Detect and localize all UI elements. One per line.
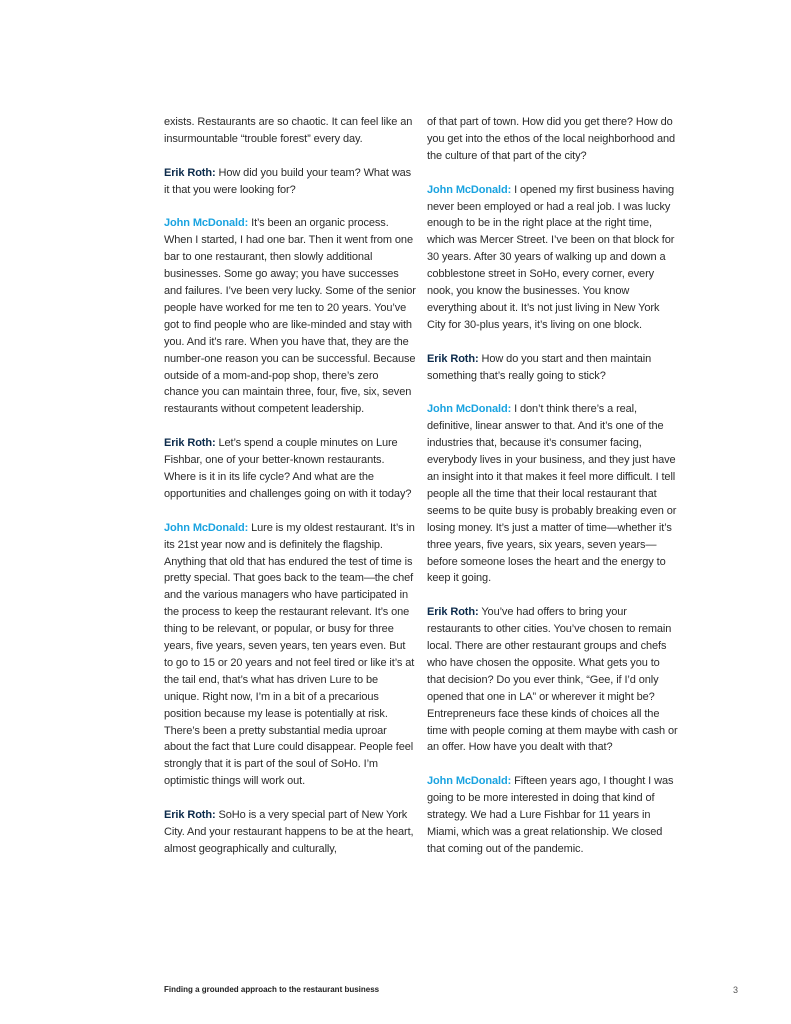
paragraph: Erik Roth: How do you start and then maintain something that’s really going to stick?: [427, 352, 652, 382]
left-column: [164, 114, 416, 875]
paragraph: John McDonald: Lure is my oldest restaurant. It’s in its 21st year now and is definitely the flagship. Anything that old that has endured the test of time is pretty special. That goes back to the team—the chef and the various managers who have participated in the process to keep the restaurant relevant. It’s one thing to be relevant, or popular, or busy for three years, five years, seven years, ten years even. But to go to 15 or 20 years and not feel tired or like it’s at the tail end, that’s what has driven Lure to be unique. Right now, I’m in a bit of a precarious position because my lease is potentially at risk. There’s been a pretty substantial media uproar about the fact that Lure could disappear. People feel strongly that it is part of the soul of SoHo. I’m optimistic things will work out.: [164, 521, 415, 788]
paragraph: Erik Roth: How did you build your team? What was it that you were looking for?: [164, 166, 412, 196]
paragraph: of that part of town. How did you get there? How do you get into the ethos of the local neighborhood and the culture of that part of the city?: [427, 116, 675, 162]
speaker-label: Erik Roth:: [427, 606, 479, 619]
speaker-label: John McDonald:: [427, 183, 512, 196]
paragraph: John McDonald: It’s been an organic process. When I started, I had one bar. Then it went from one bar to one restaurant, then slowly additional businesses. Some go away; you have successes and failures. I’ve been very lucky. Some of the senior people have worked for me ten to 20 years. You’ve got to find people who are like-minded and stay with you. And it’s rare. When you have that, they are the number-one reason you can be successful. Because outside of a mom-and-pop shop, there’s zero chance you can maintain three, four, five, six, seven restaurants without competent leadership.: [164, 217, 416, 416]
speaker-label: Erik Roth:: [164, 437, 216, 450]
paragraph: Erik Roth: SoHo is a very special part of New York City. And your restaurant happens to be at the heart, almost geographically and culturally,: [164, 809, 414, 855]
right-column: [427, 114, 679, 875]
paragraph: John McDonald: I don’t think there’s a real, definitive, linear answer to that. And it’s one of the industries that, because it’s consumer facing, everybody lives in your business, and they just have an insight into it that makes it feel more difficult. I tell people all the time that their local restaurant that seems to be quite busy is probably breaking even or losing money. It’s just a matter of time—whether it’s three years, five years, six years, seven years—before someone loses the heart and the energy to keep it going.: [427, 403, 677, 585]
speaker-label: John McDonald:: [164, 217, 249, 230]
speaker-label: John McDonald:: [427, 775, 512, 788]
page-number: 3: [733, 985, 739, 995]
speaker-label: John McDonald:: [164, 521, 249, 534]
speaker-label: Erik Roth:: [427, 352, 479, 365]
speaker-label: Erik Roth:: [164, 809, 216, 822]
paragraph: exists. Restaurants are so chaotic. It can feel like an insurmountable “trouble forest” every day.: [164, 116, 413, 145]
paragraph: Erik Roth: You’ve had offers to bring your restaurants to other cities. You’ve chosen to remain local. There are other restaurant groups and chefs who have chosen the opposite. What gets you to that decision? Do you ever think, “Gee, if I’d only opened that one in LA” or wherever it might be? Entrepreneurs face these kinds of choices all the time with people coming at them maybe with cash or an offer. How have you dealt with that?: [427, 606, 678, 754]
speaker-label: John McDonald:: [427, 403, 512, 416]
speaker-label: Erik Roth:: [164, 166, 216, 179]
paragraph: John McDonald: I opened my first business having never been employed or had a real job. I was lucky enough to be in the right place at the right time, which was Mercer Street. I’ve been on that block for 30 years. After 30 years of walking up and down a cobblestone street in SoHo, every corner, every nook, you know the businesses. You know everything about it. It’s not just living in New York City for 30-plus years, it’s living on one block.: [427, 183, 675, 331]
paragraph: John McDonald: Fifteen years ago, I thought I was going to be more interested in doing that kind of strategy. We had a Lure Fishbar for 11 years in Miami, which was a great relationship. We closed that coming out of the pandemic.: [427, 775, 674, 855]
paragraph: Erik Roth: Let’s spend a couple minutes on Lure Fishbar, one of your better-known restaurants. Where is it in its life cycle? And what are the opportunities and challenges going on with it today?: [164, 437, 412, 500]
footer-title: Finding a grounded approach to the restaurant business: [164, 985, 380, 994]
